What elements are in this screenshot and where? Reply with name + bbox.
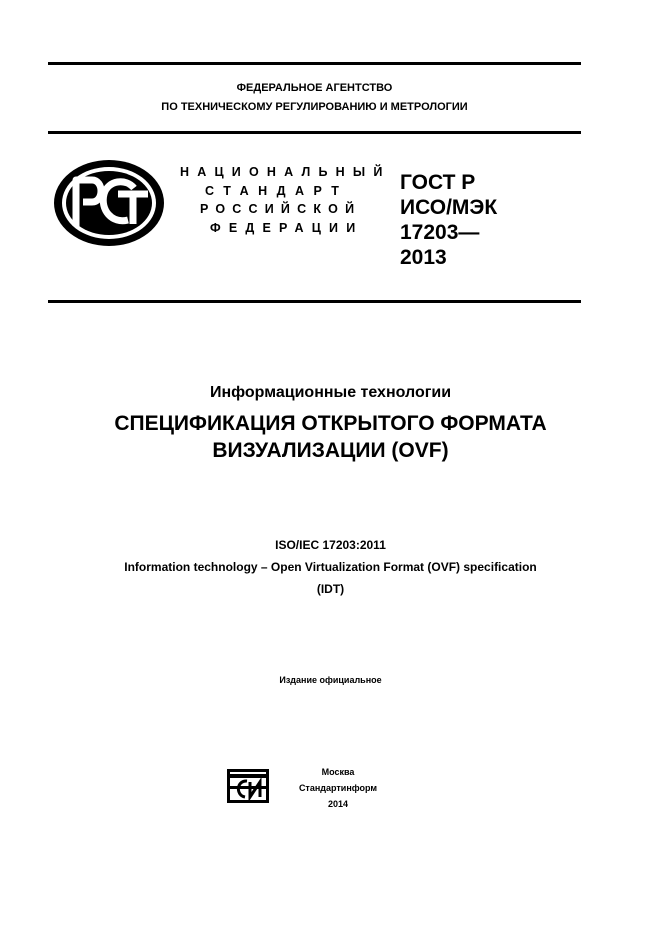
national-line-4: ФЕДЕРАЦИИ (210, 221, 364, 235)
agency-line-2: ПО ТЕХНИЧЕСКОМУ РЕГУЛИРОВАНИЮ И МЕТРОЛОГИИ (161, 101, 468, 113)
publisher-year: 2014 (327, 799, 349, 809)
national-line-1: НАЦИОНАЛЬНЫЙ (180, 165, 391, 179)
national-line-3: РОССИЙСКОЙ (200, 202, 362, 216)
agency-line-1: ФЕДЕРАЛЬНОЕ АГЕНТСТВО (236, 82, 393, 94)
block-rule (48, 300, 581, 303)
designation-line-4: 2013 (400, 246, 447, 269)
national-line-2: СТАНДАРТ (205, 184, 349, 198)
publisher-city: Москва (321, 767, 355, 777)
document-subtitle: Информационные технологии (209, 384, 452, 401)
edition-label: Издание официальное (279, 675, 382, 685)
designation-line-1: ГОСТ Р (400, 171, 476, 194)
top-rule (48, 62, 581, 65)
gost-r-logo-icon (52, 158, 166, 248)
designation-line-2: ИСО/МЭК (400, 196, 498, 219)
document-title-line-2: ВИЗУАЛИЗАЦИИ (OVF) (212, 439, 449, 462)
publisher-name: Стандартинформ (298, 783, 378, 793)
english-title: Information technology – Open Virtualization Format (OVF) specification (124, 560, 537, 574)
iso-number: ISO/IEC 17203:2011 (275, 538, 386, 552)
designation-line-3: 17203— (400, 221, 480, 244)
idt-label: (IDT) (316, 582, 345, 596)
header-rule (48, 131, 581, 134)
document-title-line-1: СПЕЦИФИКАЦИЯ ОТКРЫТОГО ФОРМАТА (114, 412, 547, 435)
standartinform-logo-icon (227, 769, 269, 803)
